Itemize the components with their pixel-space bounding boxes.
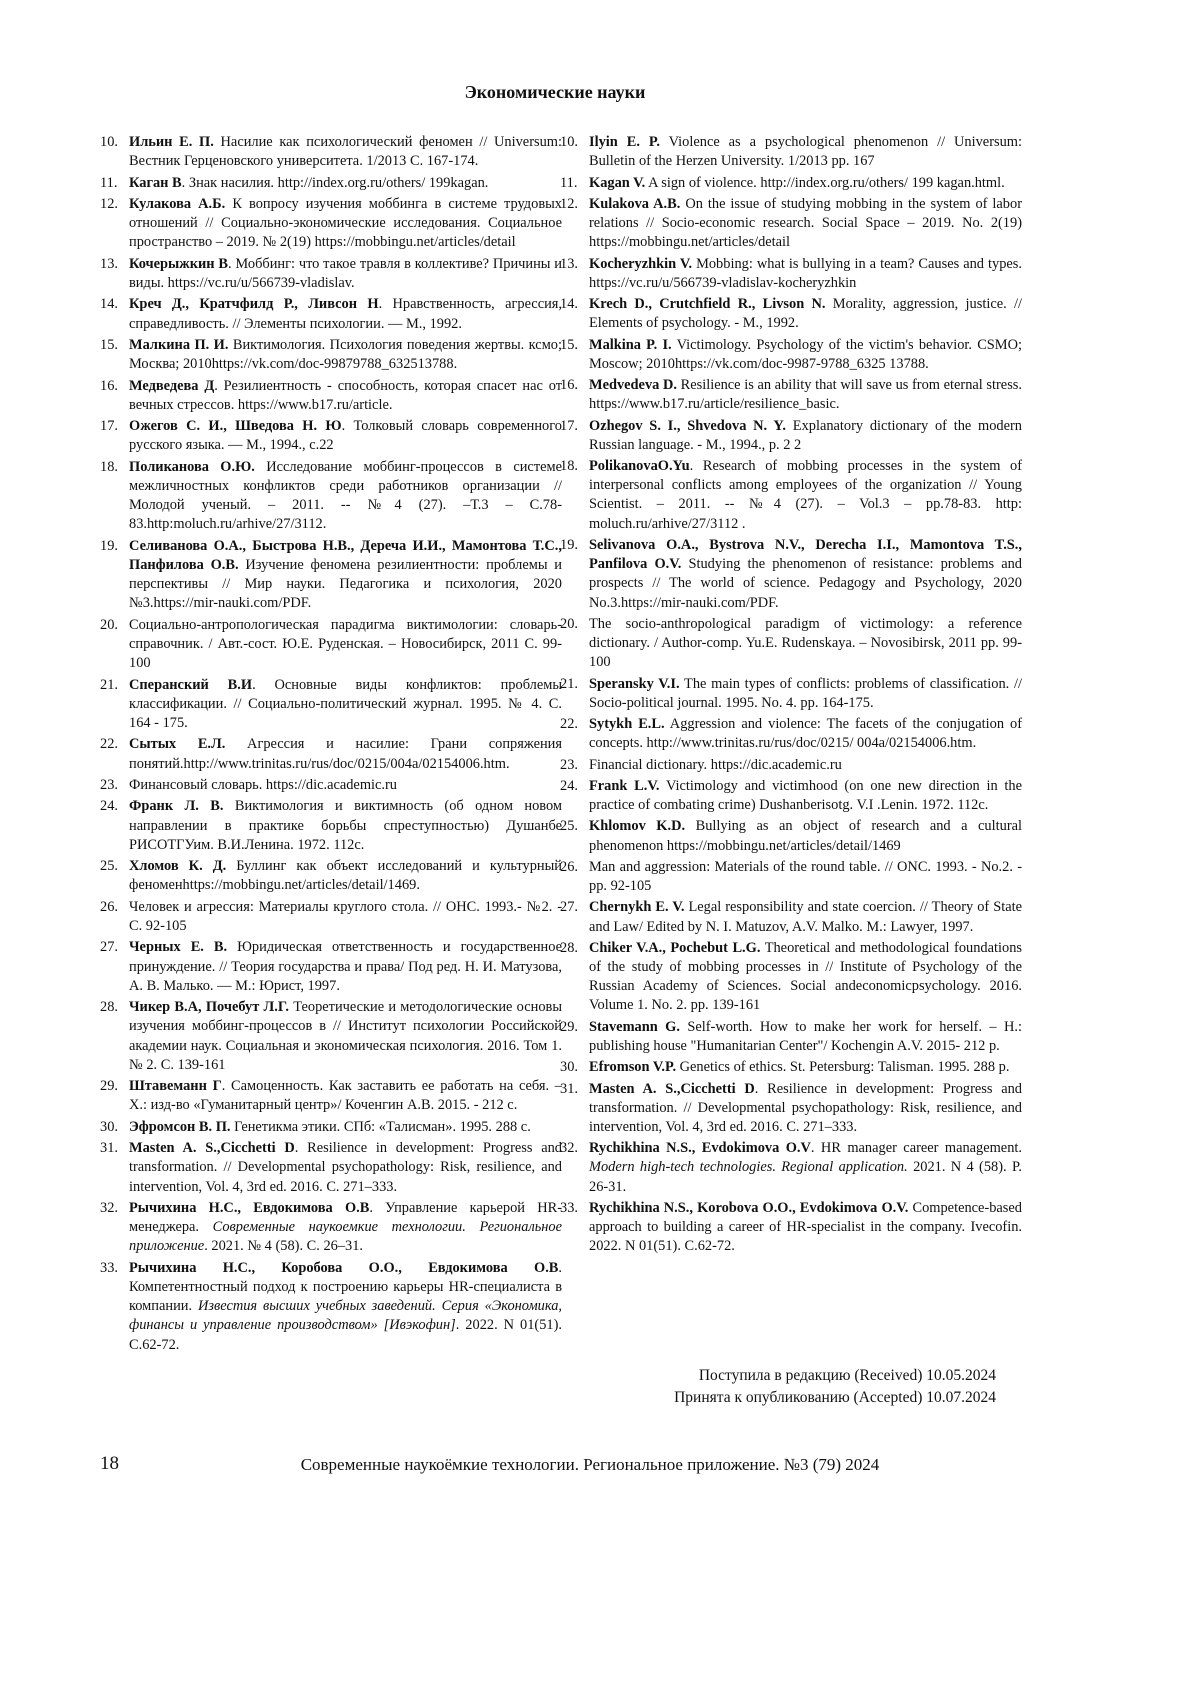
reference-item [100, 195, 562, 253]
reference-number: 22. [560, 716, 578, 733]
reference-item [100, 336, 562, 374]
reference-number: 11. [100, 174, 118, 191]
received-date: Поступила в редакцию (Received) 10.05.2024 [698, 1367, 996, 1384]
reference-number: 27. [100, 939, 118, 956]
reference-body: . Основные виды конфликтов: проблемы классификации. // Социально-политический журнал. 1995. № 4. С. 164 - 175. [129, 676, 563, 731]
reference-body: The socio-anthropological paradigm of victimology: a reference dictionary. / Author-comp. Yu.E. Rudenskaya. – Novosibirsk, 2011 pp. 99-100 [589, 615, 1022, 671]
reference-text [129, 998, 562, 1075]
reference-text [129, 417, 562, 455]
reference-item [560, 255, 1022, 293]
reference-authors: Медведева Д [129, 377, 215, 394]
reference-item [560, 1058, 1022, 1077]
reference-item [100, 938, 562, 996]
reference-number: 26. [560, 858, 578, 875]
reference-authors: Ilyin E. P. [589, 134, 660, 150]
reference-number: 10. [560, 134, 578, 150]
reference-text [589, 133, 1022, 171]
reference-source: Modern high-tech technologies. Regional application. [589, 1159, 908, 1176]
reference-text [129, 255, 562, 293]
reference-body: . Толковый словарь современного русского языка. — М., 1994., с.22 [129, 418, 562, 454]
reference-number: 23. [560, 756, 578, 773]
reference-body: Буллинг как объект исследований и культурный феноменhttps://mobbingu.net/articles/detail/1469. [129, 858, 562, 894]
reference-tail: 2021. N 4 (58). P. 26-31. [589, 1159, 1022, 1195]
reference-number: 21. [560, 675, 578, 692]
reference-item [100, 898, 562, 936]
reference-text [589, 1018, 1022, 1056]
reference-body: Насилие как психологический феномен // Universum: Вестник Герценовского университета. 1/2013 С. 167-174. [129, 134, 562, 170]
reference-item [100, 537, 562, 614]
reference-text [129, 616, 562, 674]
reference-authors: Сытых Е.Л. [129, 736, 226, 753]
page-number: 18 [100, 1453, 119, 1474]
reference-authors: Sytykh E.L. [589, 716, 665, 733]
reference-text [129, 1118, 562, 1137]
journal-title: Современные наукоёмкие технологии. Региональное приложение. №3 (79) 2024 [300, 1455, 880, 1474]
reference-text [589, 756, 1022, 775]
reference-text [589, 777, 1022, 815]
reference-body: A sign of violence. http://index.org.ru/others/ 199 kagan.html. [645, 174, 1005, 191]
reference-authors: Stavemann G. [589, 1018, 680, 1035]
reference-authors: Kagan V. [589, 174, 646, 191]
reference-body: Victimology. Psychology of the victim's behavior. CSMO; Moscow; 2010https://vk.com/doc-9987-9788_6325 13788. [589, 336, 1022, 372]
reference-number: 12. [100, 195, 118, 212]
reference-tail: . 2021. № 4 (58). С. 26–31. [204, 1238, 364, 1255]
accepted-date: Принята к опубликованию (Accepted) 10.07.2024 [674, 1389, 996, 1406]
reference-item [560, 133, 1022, 171]
reference-list-ru [100, 133, 562, 1355]
reference-authors: Рычихина Н.С., Коробова О.О., Евдокимова О.В [129, 1259, 559, 1276]
reference-number: 17. [100, 418, 118, 435]
reference-authors: Сперанский В.И [129, 676, 253, 693]
reference-body: Финансовый словарь. https://dic.academic.ru [129, 776, 397, 793]
reference-body: . Компетентностный подход к построению карьеры HR-специалиста в компании. [129, 1259, 562, 1315]
reference-text [129, 1077, 562, 1115]
reference-body: . Моббинг: что такое травля в коллективе? Причины и виды. https://vc.ru/u/566739-vladislav. [129, 255, 562, 291]
reference-item [560, 195, 1022, 253]
reference-text [129, 676, 562, 734]
reference-authors: Medvedeva D. [589, 377, 677, 393]
reference-item [100, 417, 562, 455]
reference-text [589, 336, 1022, 374]
reference-text [129, 336, 562, 374]
reference-item [100, 676, 562, 734]
reference-body: . Resilience in development: Progress and transformation. // Developmental psychopathology: Risk, resilience, and intervention, Vol. 4, 3rd ed. 2016. С. 271–333. [589, 1080, 1022, 1135]
reference-item [560, 295, 1022, 333]
reference-body: Виктимология. Психология поведения жертвы. ксмо; Москва; 2010https://vk.com/doc-99879788_632513788. [129, 336, 562, 373]
reference-number: 33. [560, 1199, 578, 1216]
reference-number: 32. [100, 1199, 118, 1216]
reference-number: 28. [100, 999, 118, 1016]
reference-text [129, 938, 562, 996]
reference-item [100, 458, 562, 535]
reference-authors: Ожегов С. И., Шведова Н. Ю [129, 418, 342, 435]
reference-text [589, 858, 1022, 896]
reference-body: The main types of conflicts: problems of classification. // Socio-political journal. 1995. No. 4. pp. 164-175. [589, 675, 1022, 711]
reference-body: . Research of mobbing processes in the system of interpersonal conflicts among employees of the organization // Young Scientist. – 2011. -- №4 (27). – Vol.3 – pp.78-83. http: moluch.ru/arhive/27/3112 . [589, 458, 1022, 532]
reference-text [129, 458, 562, 535]
reference-body: Legal responsibility and state coercion. // Theory of State and Law/ Edited by N. I. Matuzov, A.V. Malko. M.: Lawyer, 1997. [589, 899, 1022, 935]
reference-item [560, 615, 1022, 673]
reference-number: 27. [560, 899, 578, 916]
reference-text [129, 133, 562, 171]
reference-body: Юридическая ответственность и государственное принуждение. // Теория государства и права/ Под ред. Н. И. Матузова, А. В. Малько. — М.: Юрист, 1997. [129, 939, 562, 994]
reference-number: 30. [100, 1118, 118, 1135]
reference-item [100, 998, 562, 1075]
reference-body: Theoretical and methodological foundations of the study of mobbing processes in // Institute of Psychology of the Russian Academy of Sciences. Social andeconomicpsychology. 2016. Volume 1. No. 2. pp. 139-161 [589, 939, 1022, 1014]
reference-item [560, 939, 1022, 1016]
reference-body: . HR manager career management. [810, 1140, 1022, 1157]
reference-authors: Masten A. S.,Cicchetti D [129, 1140, 295, 1157]
reference-body: Genetics of ethics. St. Petersburg: Talisman. 1995. 288 p. [676, 1059, 1010, 1076]
reference-text [589, 295, 1022, 333]
reference-authors: Креч Д., Кратчфилд Р., Ливсон Н [129, 296, 379, 313]
reference-authors: Chiker V.A., Pochebut L.G. [589, 939, 761, 956]
reference-body: Теоретические и методологические основы изучения моббинг-процессов в // Институт психологии Российской академии наук. Социальная и экономическая психология. 2016. Том 1. № 2. С. 139-161 [129, 999, 562, 1073]
reference-number: 14. [560, 296, 578, 312]
reference-item [560, 417, 1022, 455]
reference-text [129, 174, 562, 193]
reference-authors: PolikanovaO.Yu [589, 458, 690, 474]
reference-authors: Кулакова А.Б. [129, 195, 226, 212]
reference-item [100, 776, 562, 795]
reference-body: Explanatory dictionary of the modern Russian language. - M., 1994., p. 2 2 [589, 417, 1022, 453]
reference-number: 28. [560, 939, 578, 956]
reference-item [560, 336, 1022, 374]
reference-item [100, 1118, 562, 1137]
reference-number: 23. [100, 776, 118, 793]
reference-authors: Ильин Е. П. [129, 134, 214, 150]
reference-number: 18. [100, 458, 118, 475]
reference-item [560, 817, 1022, 855]
reference-body: . Резилиентность - способность, которая спасет нас от вечных стрессов. https://www.b17.ru/article. [129, 377, 562, 413]
reference-body: Bullying as an object of research and a cultural phenomenon https://mobbingu.net/articles/detail/1469 [589, 818, 1022, 854]
reference-body: Studying the phenomenon of resistance: problems and prospects // The world of science. Pedagogy and Psychology, 2020 No.3.https://mir-nauki.com/PDF. [589, 556, 1022, 611]
reference-body: Mobbing: what is bullying in a team? Causes and types. https://vc.ru/u/566739-vladislav-kocheryzhkin [589, 255, 1022, 291]
reference-item [560, 1199, 1022, 1257]
reference-body: Aggression and violence: The facets of the conjugation of concepts. http://www.trinitas.ru/rus/doc/0215/ 004a/02154006.htm. [589, 716, 1022, 752]
reference-authors: Эфромсон В. П. [129, 1118, 231, 1135]
reference-number: 13. [100, 255, 118, 272]
reference-item [560, 1080, 1022, 1138]
reference-authors: Masten A. S.,Cicchetti D [589, 1080, 755, 1097]
received-accepted-block [560, 1365, 996, 1409]
reference-item [560, 1018, 1022, 1056]
reference-number: 12. [560, 195, 578, 212]
reference-body: Violence as a psychological phenomenon // Universum: Bulletin of the Herzen University. 1/2013 pp. 167 [589, 134, 1022, 170]
section-header: Экономические науки [464, 82, 646, 102]
reference-body: К вопросу изучения моббинга в системе трудовых отношений // Социально-экономические исследования. Социальное пространство – 2019. № 2(19) https://mobbingu.net/articles/detail [129, 195, 562, 251]
reference-authors: Рычихина Н.С., Евдокимова О.В [129, 1199, 370, 1216]
reference-item [100, 295, 562, 333]
reference-number: 13. [560, 255, 578, 272]
reference-text [589, 195, 1022, 253]
reference-text [589, 615, 1022, 673]
reference-number: 11. [560, 174, 578, 191]
reference-item [560, 536, 1022, 613]
reference-text [129, 776, 562, 795]
reference-authors: Rychikhina N.S., Korobova O.O., Evdokimova O.V. [589, 1199, 909, 1216]
reference-authors: Khlomov K.D. [589, 818, 686, 835]
references-russian [100, 133, 562, 1357]
reference-item [560, 1139, 1022, 1197]
reference-number: 31. [100, 1140, 118, 1157]
reference-text [589, 417, 1022, 455]
reference-body: Resilience is an ability that will save us from eternal stress. https://www.b17.ru/article/resilience_basic. [589, 377, 1022, 413]
reference-source: Современные наукоемкие технологии. Региональное приложение [129, 1219, 562, 1255]
reference-text [589, 675, 1022, 713]
reference-text [589, 1139, 1022, 1197]
reference-text [589, 376, 1022, 414]
reference-body: Financial dictionary. https://dic.academic.ru [589, 756, 842, 773]
reference-number: 25. [100, 858, 118, 875]
reference-body: . Resilience in development: Progress and transformation. // Developmental psychopathology: Risk, resilience, and intervention, Vol. 4, 3rd ed. 2016. С. 271–333. [129, 1140, 562, 1195]
reference-number: 10. [100, 134, 118, 150]
reference-body: Человек и агрессия: Материалы круглого стола. // ОНС. 1993.- №2. - С. 92-105 [129, 898, 562, 934]
reference-item [560, 376, 1022, 414]
reference-text [129, 898, 562, 936]
reference-text [589, 1080, 1022, 1138]
reference-body: Социально-антропологическая парадигма виктимологии: словарь-справочник. / Авт.-сост. Ю.Е. Руденская. – Новосибирск, 2011 С. 99-100 [129, 616, 562, 672]
reference-number: 33. [100, 1259, 118, 1276]
reference-item [560, 858, 1022, 896]
reference-item [100, 735, 562, 773]
reference-authors: Malkina P. I. [589, 336, 672, 353]
reference-body: Victimology and victimhood (on one new direction in the practice of combating crime) Dushanberisotg. V.I .Lenin. 1972. 112c. [589, 777, 1022, 814]
reference-text [589, 1199, 1022, 1257]
reference-number: 30. [560, 1059, 578, 1076]
reference-item [560, 174, 1022, 193]
reference-tail: . 2022. N 01(51). С.62-72. [129, 1317, 562, 1353]
reference-item [100, 797, 562, 855]
reference-item [100, 1139, 562, 1197]
reference-text [589, 457, 1022, 534]
reference-item [560, 898, 1022, 936]
reference-body: Self-worth. How to make her work for herself. – H.: publishing house "Humanitarian Center"/ Kochengin A.V. 2015- 212 p. [589, 1018, 1023, 1054]
reference-authors: Чикер В.А, Почебут Л.Г. [129, 999, 289, 1016]
reference-body: On the issue of studying mobbing in the system of labor relations // Socio-economic research. Social Space – 2019. No. 2(19) https://mobbingu.net/articles/detail [589, 195, 1022, 251]
reference-authors: Rychikhina N.S., Evdokimova O.V [589, 1140, 811, 1157]
reference-authors: Ozhegov S. I., Shvedova N. Y. [589, 417, 787, 434]
reference-item [100, 1259, 562, 1355]
reference-number: 16. [560, 377, 578, 393]
reference-number: 26. [100, 898, 118, 915]
reference-authors: Efromson V.P. [589, 1059, 677, 1076]
reference-text [129, 857, 562, 895]
reference-text [589, 1058, 1022, 1077]
reference-number: 24. [100, 798, 118, 815]
reference-number: 29. [100, 1078, 118, 1095]
reference-number: 14. [100, 296, 118, 313]
reference-text [589, 174, 1022, 193]
reference-authors: Kocheryzhkin V. [589, 255, 693, 272]
reference-text [129, 295, 562, 333]
reference-body: Агрессия и насилие: Грани сопряжения понятий.http://www.trinitas.ru/rus/doc/0215/004a/02154006.htm. [129, 736, 563, 772]
reference-item [100, 857, 562, 895]
reference-number: 15. [560, 336, 578, 353]
reference-authors: Малкина П. И. [129, 336, 229, 353]
reference-item [560, 756, 1022, 775]
reference-authors: Chernykh E. V. [589, 899, 685, 916]
reference-number: 25. [560, 818, 578, 835]
reference-authors: Селиванова О.А., Быстрова Н.В., Дереча И.И., Мамонтова Т.С., Панфилова О.В. [129, 537, 562, 573]
reference-text [589, 939, 1022, 1016]
reference-number: 29. [560, 1018, 578, 1035]
reference-number: 20. [560, 615, 578, 632]
reference-item [100, 255, 562, 293]
reference-number: 24. [560, 777, 578, 794]
reference-item [560, 777, 1022, 815]
references-english [560, 133, 1022, 1259]
reference-authors: Франк Л. В. [129, 798, 224, 815]
reference-item [100, 616, 562, 674]
reference-authors: Selivanova O.A., Bystrova N.V., Derecha I.I., Mamontova T.S., Panfilova O.V. [589, 536, 1022, 573]
reference-text [129, 1139, 562, 1197]
reference-body: Competence-based approach to building a career of HR-specialist in the company. Ivecofin. 2022. N 01(51). С.62-72. [589, 1199, 1022, 1255]
reference-text [129, 195, 562, 253]
reference-text [129, 797, 562, 855]
reference-number: 22. [100, 736, 118, 753]
reference-number: 20. [100, 616, 118, 633]
reference-authors: Черных Е. В. [129, 939, 228, 956]
reference-number: 18. [560, 458, 578, 474]
reference-body: . Знак насилия. http://index.org.ru/others/ 199kagan. [181, 174, 489, 191]
reference-number: 19. [560, 536, 578, 553]
reference-number: 16. [100, 377, 118, 394]
reference-item [560, 457, 1022, 534]
reference-body: Изучение феномена резилиентности: проблемы и перспективы // Мир науки. Педагогика и психология, 2020 №3.https://mir-nauki.com/PDF. [129, 556, 562, 612]
reference-body: Man and aggression: Materials of the round table. // ONC. 1993. - No.2. - pp. 92-105 [589, 858, 1022, 895]
reference-body: Исследование моббинг-процессов в системе межличностных конфликтов среди работников организации // Молодой ученый. – 2011. -- №4 (27). –Т.3 – С.78-83.http:moluch.ru/arhive/27/3112. [129, 458, 562, 533]
reference-text [129, 537, 562, 614]
reference-text [589, 715, 1022, 753]
reference-number: 31. [560, 1080, 578, 1097]
reference-authors: Каган В [129, 174, 182, 191]
reference-item [100, 1199, 562, 1257]
reference-body: . Нравственность, агрессия, справедливость. // Элементы психологии. — М., 1992. [129, 296, 563, 332]
reference-item [100, 1077, 562, 1115]
reference-body: . Управление карьерой HR-менеджера. [129, 1199, 562, 1236]
reference-text [129, 1199, 562, 1257]
reference-authors: Штавеманн Г [129, 1078, 222, 1095]
reference-item [560, 675, 1022, 713]
reference-number: 17. [560, 417, 578, 434]
reference-number: 19. [100, 537, 118, 554]
reference-text [589, 536, 1022, 613]
reference-text [129, 735, 562, 773]
reference-authors: Хломов К. Д. [129, 858, 227, 875]
reference-text [129, 1259, 562, 1355]
reference-body: Morality, aggression, justice. // Elements of psychology. - M., 1992. [589, 296, 1022, 332]
reference-authors: Speransky V.I. [589, 675, 680, 692]
reference-item [100, 133, 562, 171]
reference-text [589, 255, 1022, 293]
reference-authors: Кочерыжкин В [129, 255, 229, 272]
reference-authors: Frank L.V. [589, 777, 660, 794]
reference-authors: Krech D., Crutchfield R., Livson N. [589, 296, 826, 312]
reference-authors: Поликанова О.Ю. [129, 458, 255, 475]
reference-source: Известия высших учебных заведений. Серия «Экономика, финансы и управление производством» [Ивэкофин] [129, 1298, 562, 1334]
reference-item [100, 377, 562, 415]
reference-list-en [560, 133, 1022, 1257]
reference-text [129, 377, 562, 415]
reference-authors: Kulakova A.B. [589, 195, 681, 212]
reference-item [560, 715, 1022, 753]
reference-body: . Самоценность. Как заставить ее работать на себя. – Х.: изд-во «Гуманитарный центр»/ Коченгин А.В. 2015. - 212 с. [129, 1078, 562, 1114]
reference-number: 15. [100, 336, 118, 353]
reference-text [589, 817, 1022, 855]
reference-number: 32. [560, 1140, 578, 1157]
reference-item [100, 174, 562, 193]
reference-number: 21. [100, 676, 118, 693]
reference-body: Виктимология и виктимность (об одном новом направлении в практике борьбы спреступностью) Душанбе РИСОТГУим. В.И.Ленина. 1972. 112с. [129, 798, 562, 853]
reference-text [589, 898, 1022, 936]
reference-body: Генетикма этики. СПб: «Талисман». 1995. 288 с. [230, 1118, 531, 1135]
